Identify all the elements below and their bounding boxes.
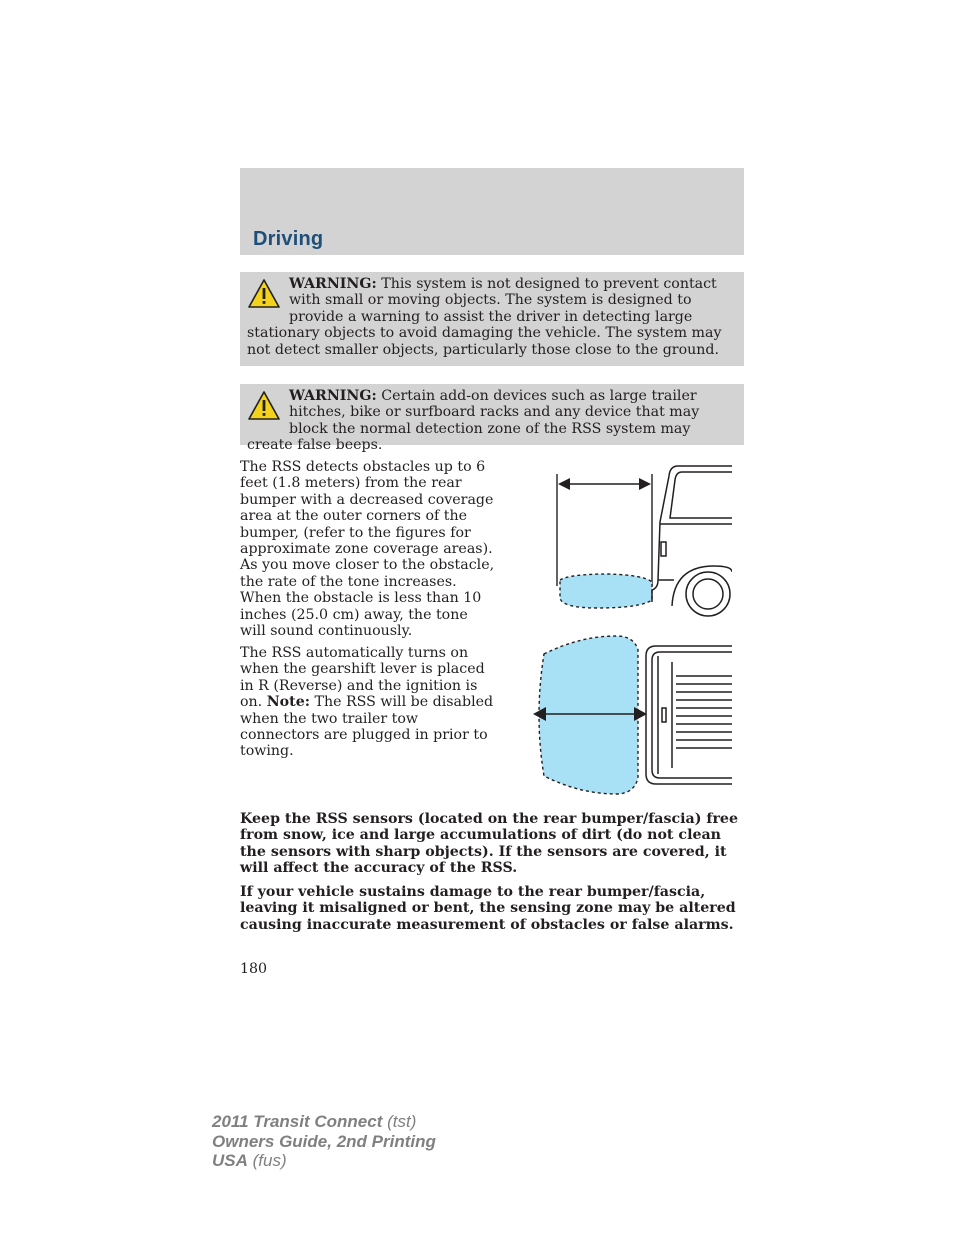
note-label: Note:	[266, 694, 310, 711]
top-view-zone-figure	[530, 632, 732, 798]
vehicle-rear-side-icon	[652, 466, 732, 616]
footer-model-code: (tst)	[387, 1112, 417, 1131]
footer-guide-line	[212, 1132, 436, 1152]
rss-activation-paragraph	[240, 645, 498, 760]
warning-text: Certain add-on devices such as large trailer hitches, bike or surfboard racks and any device that may block the normal detection zone of the RSS system may create false beeps.	[247, 388, 700, 454]
page-number: 180	[240, 961, 268, 977]
warning-text: This system is not designed to prevent contact with small or moving objects. The system is designed to provide a warning to assist the driver in detecting large stationary objects to avoid damaging the vehicle. The system may not detect smaller objects, particularly those close to the ground.	[247, 276, 722, 358]
footer-guide: Owners Guide, 2nd Printing	[212, 1131, 436, 1151]
sensor-care-paragraph: Keep the RSS sensors (located on the rear bumper/fascia) free from snow, ice and large accumulations of dirt (do not clean the sensors with sharp objects). If the sensors are covered, it will affect the accuracy of the RSS.	[240, 811, 738, 877]
rss-description-paragraph: The RSS detects obstacles up to 6 feet (1.8 meters) from the rear bumper with a decreased coverage area at the outer corners of the bumper, (refer to the figures for approximate zone coverage areas). As you move closer to the obstacle, the rate of the tone increases. When the obstacle is less than 10 inches (25.0 cm) away, the tone will sound continuously.	[240, 459, 495, 640]
warning-label: WARNING:	[289, 276, 377, 292]
note-text: The RSS will be disabled when the two trailer tow connectors are plugged in prior to towing.	[240, 694, 494, 760]
footer-region-line	[212, 1151, 436, 1171]
warning-triangle-icon	[247, 278, 281, 310]
section-header	[240, 168, 744, 255]
range-marker-lines	[557, 474, 652, 586]
warning-box	[240, 384, 744, 454]
rss-activation-text: The RSS automatically turns on when the gearshift lever is placed in R (Reverse) and the ignition is on.	[240, 645, 485, 711]
footer-region-code: (fus)	[252, 1151, 287, 1170]
range-arrow-icon	[558, 478, 651, 490]
damage-warning-paragraph: If your vehicle sustains damage to the rear bumper/fascia, leaving it misaligned or bent, the sensing zone may be altered causing inaccurate measurement of obstacles or false alarms.	[240, 884, 736, 933]
detection-zone	[560, 574, 652, 608]
warning-box	[240, 272, 744, 366]
footer-region: USA	[212, 1151, 248, 1170]
section-title: Driving	[253, 228, 324, 250]
side-view-zone-figure	[548, 462, 732, 622]
detection-zone	[539, 636, 638, 794]
warning-triangle-icon	[247, 390, 281, 422]
footer-model: 2011 Transit Connect	[212, 1112, 383, 1131]
document-footer	[212, 1112, 436, 1171]
warning-label: WARNING:	[289, 388, 377, 404]
vehicle-rear-top-icon	[646, 646, 732, 784]
footer-model-line	[212, 1112, 436, 1132]
